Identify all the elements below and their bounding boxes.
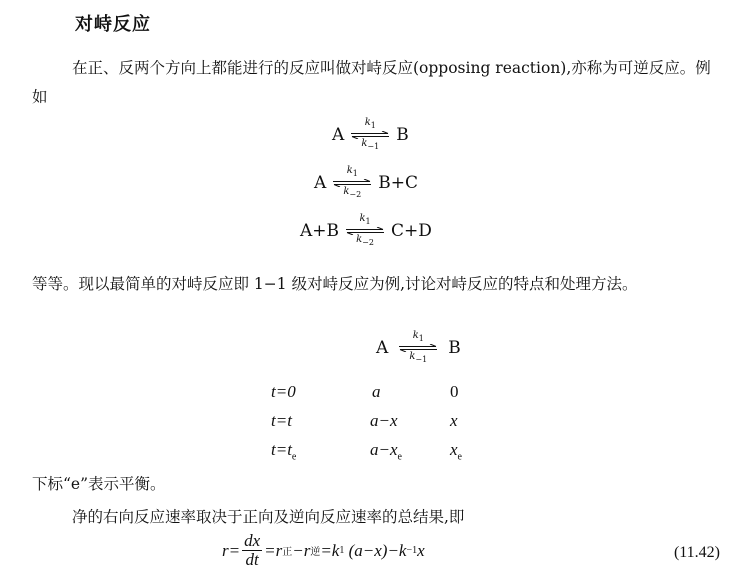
table-cell-a: a: [372, 382, 381, 401]
equilibrium-arrow: [345, 214, 385, 248]
equilibrium-arrow: [350, 118, 390, 152]
paragraph-2: 等等。现以最简单的对峙反应即 1−1 级对峙反应为例,讨论对峙反应的特点和处理方法。: [32, 275, 638, 293]
equation-body: [222, 532, 425, 569]
double-harpoon-icon: [350, 131, 390, 139]
double-harpoon-icon: [398, 344, 438, 352]
table-cell-b: x: [450, 411, 458, 430]
reaction-1-left: A: [332, 125, 345, 145]
derivative-fraction: [242, 532, 262, 569]
table-cell-time: $t=t_e$: [271, 440, 297, 463]
equation-lhs: r=: [222, 540, 241, 560]
equilibrium-arrow: [398, 331, 438, 365]
equation-term: x: [417, 540, 425, 560]
k-reverse-label: $k_{-1}$: [361, 138, 380, 151]
table-reaction-left: A: [376, 338, 389, 358]
equilibrium-arrow: [332, 166, 372, 200]
k-forward-label: $k_1$: [364, 117, 376, 130]
equation-term: (a−x)−k: [344, 540, 407, 560]
double-harpoon-icon: [332, 179, 372, 187]
table-cell-b: 0: [450, 382, 459, 401]
km1-subscript: −1: [406, 545, 418, 556]
equation-number: (11.42): [673, 544, 720, 561]
table-reaction: [376, 331, 461, 365]
k-forward-label: $k_1$: [359, 213, 371, 226]
fraction-denominator: dt: [245, 550, 259, 569]
rate-equation: [180, 532, 720, 576]
table-cell-time: t=0: [271, 382, 296, 401]
reaction-3: [300, 214, 432, 248]
reaction-1-right: B: [396, 125, 409, 145]
k-reverse-label: $k_{-2}$: [356, 234, 374, 247]
equation-term: −r: [292, 540, 311, 560]
table-reaction-right: B: [448, 338, 461, 358]
table-cell-time: t=t: [271, 411, 292, 430]
paragraph-3: 净的右向反应速率取决于正向及逆向反应速率的总结果,即: [72, 508, 465, 526]
reaction-3-left: A+B: [300, 221, 340, 241]
reaction-1: [332, 118, 409, 152]
equation-term: =k: [320, 540, 340, 560]
fraction-numerator: dx: [244, 531, 261, 550]
k-reverse-label: $k_{-2}$: [343, 186, 362, 199]
reaction-2-left: A: [314, 173, 327, 193]
equation-term: =r: [264, 540, 283, 560]
table-cell-a: a−x: [370, 411, 398, 430]
double-harpoon-icon: [345, 227, 385, 235]
reaction-2: [314, 166, 418, 200]
section-title: 对峙反应: [75, 14, 151, 35]
table-cell-b: $x_e$: [450, 440, 462, 463]
intro-paragraph: 在正、反两个方向上都能进行的反应叫做对峙反应(opposing reaction),亦称为可逆反应。例如: [32, 59, 711, 106]
k-reverse-label: $k_{-1}$: [409, 351, 428, 364]
reverse-subscript: 逆: [310, 547, 321, 558]
reaction-3-right: C+D: [391, 221, 432, 241]
k-forward-label: $k_1$: [346, 165, 358, 178]
note-text: 下标“e”表示平衡。: [32, 475, 166, 493]
forward-subscript: 正: [282, 547, 293, 558]
k1-subscript: 1: [339, 545, 345, 556]
table-cell-a: $a-x_e$: [370, 440, 402, 463]
reaction-2-right: B+C: [378, 173, 419, 193]
k-forward-label: $k_1$: [412, 330, 424, 343]
